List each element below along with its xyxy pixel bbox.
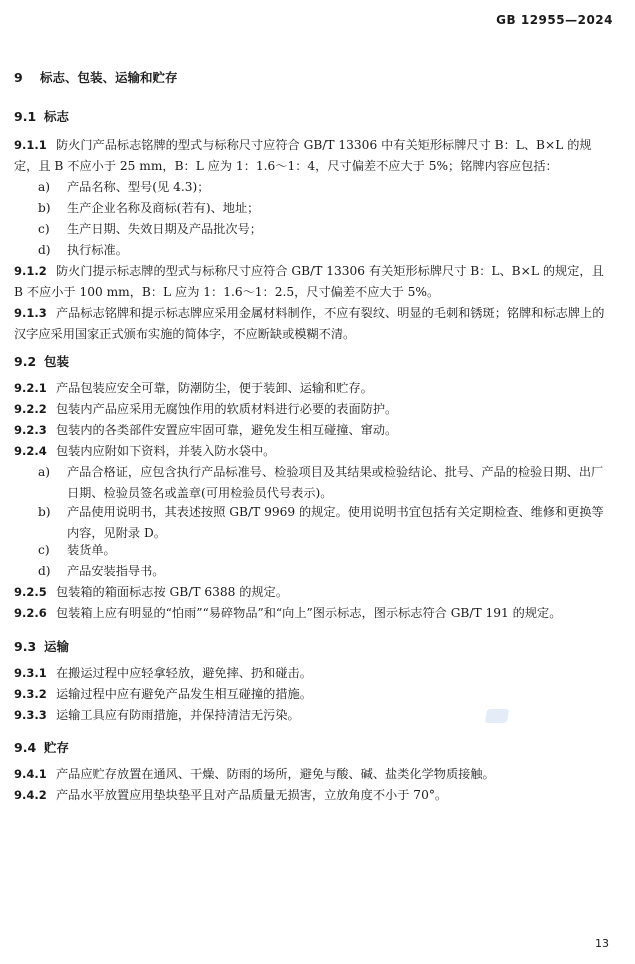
clause-9-2-3: [14, 420, 615, 441]
list-marker: b): [38, 201, 51, 215]
clause-number: 9.3.3: [14, 708, 47, 722]
subsection-heading-9-1: [14, 107, 69, 125]
clause-number: 9.2.5: [14, 585, 47, 599]
clause-number: 9.1.2: [14, 264, 47, 278]
subsection-number: 9.1: [14, 109, 37, 124]
clause-9-3-3: [14, 705, 615, 726]
subsection-title: 贮存: [44, 740, 70, 755]
clause-9-1-3: [14, 303, 615, 345]
clause-text: 产品水平放置应用垫块垫平且对产品质量无损害，立放角度不小于 70°。: [56, 788, 448, 802]
clause-text: 包装内产品应采用无腐蚀作用的软质材料进行必要的表面防护。: [56, 402, 398, 416]
subsection-number: 9.2: [14, 354, 37, 369]
clause-9-2-2: [14, 399, 615, 420]
clause-text: 产品应贮存放置在通风、干燥、防雨的场所，避免与酸、碱、盐类化学物质接触。: [56, 767, 495, 781]
list-marker: b): [38, 505, 51, 519]
clause-9-2-6: [14, 603, 615, 624]
clause-number: 9.2.1: [14, 381, 47, 395]
subsection-heading-9-4: [14, 738, 69, 756]
section-title: 标志、包装、运输和贮存: [40, 70, 178, 85]
list-marker: a): [38, 180, 51, 194]
list-marker: c): [38, 222, 50, 236]
clause-text: 包装箱上应有明显的“怕雨”“易碎物品”和“向上”图示标志，图示标志符合 GB/T 191 的规定。: [56, 606, 562, 620]
clause-9-3-2: [14, 684, 615, 705]
list-item-text: 装货单。: [67, 543, 116, 557]
clause-text: 产品标志铭牌和提示标志牌应采用金属材料制作，不应有裂纹、明显的毛刺和锈斑；铭牌和标志牌上的汉字应采用国家正式颁布实施的简体字，不应断缺或模糊不清。: [14, 306, 605, 341]
list-item: [38, 561, 615, 582]
clause-number: 9.1.3: [14, 306, 47, 320]
subsection-title: 运输: [44, 639, 70, 654]
list-marker: d): [38, 243, 51, 257]
watermark-logo-icon: [485, 709, 509, 723]
list-item: [38, 177, 615, 198]
list-item-text: 产品安装指导书。: [67, 564, 165, 578]
clause-9-1-1: [14, 135, 615, 177]
clause-9-2-5: [14, 582, 615, 603]
page-number: 13: [595, 937, 609, 950]
list-item: [38, 502, 615, 544]
clause-text: 运输过程中应有避免产品发生相互碰撞的措施。: [56, 687, 312, 701]
clause-text: 在搬运过程中应轻拿轻放，避免摔、扔和碰击。: [56, 666, 312, 680]
standard-code: GB 12955—2024: [496, 13, 613, 27]
subsection-heading-9-2: [14, 352, 69, 370]
clause-number: 9.4.2: [14, 788, 47, 802]
clause-9-2-1: [14, 378, 615, 399]
section-number: 9: [14, 70, 23, 85]
list-marker: c): [38, 543, 50, 557]
subsection-title: 包装: [44, 354, 70, 369]
clause-9-4-2: [14, 785, 615, 806]
list-item-text: 执行标准。: [67, 243, 128, 257]
subsection-number: 9.3: [14, 639, 37, 654]
clause-9-3-1: [14, 663, 615, 684]
clause-text: 防火门产品标志铭牌的型式与标称尺寸应符合 GB/T 13306 中有关矩形标牌尺寸 B：L、B×L 的规定，且 B 不应小于 25 mm，B：L 应为 1：1.6～1：4，尺寸偏差不应大于 5%；铭牌内容应包括：: [14, 138, 592, 173]
list-item: [38, 198, 615, 219]
clause-text: 包装内的各类部件安置应牢固可靠，避免发生相互碰撞、窜动。: [56, 423, 398, 437]
clause-text: 运输工具应有防雨措施，并保持清洁无污染。: [56, 708, 300, 722]
clause-9-2-4: [14, 441, 615, 462]
clause-text: 产品包装应安全可靠，防潮防尘，便于装卸、运输和贮存。: [56, 381, 373, 395]
section-heading-9: [14, 68, 178, 86]
clause-text: 防火门提示标志牌的型式与标称尺寸应符合 GB/T 13306 有关矩形标牌尺寸 B：L、B×L 的规定，且 B 不应小于 100 mm，B：L 应为 1：1.6～1：2.5，尺寸偏差不应大于 5%。: [14, 264, 604, 299]
list-item-text: 生产日期、失效日期及产品批次号；: [67, 222, 262, 236]
list-marker: d): [38, 564, 51, 578]
clause-number: 9.4.1: [14, 767, 47, 781]
subsection-title: 标志: [44, 109, 70, 124]
clause-number: 9.3.1: [14, 666, 47, 680]
clause-number: 9.3.2: [14, 687, 47, 701]
clause-text: 包装内应附如下资料，并装入防水袋中。: [56, 444, 276, 458]
subsection-number: 9.4: [14, 740, 37, 755]
clause-number: 9.2.6: [14, 606, 47, 620]
clause-number: 9.2.2: [14, 402, 47, 416]
clause-text: 包装箱的箱面标志按 GB/T 6388 的规定。: [56, 585, 289, 599]
list-item: [38, 240, 615, 261]
list-item: [38, 540, 615, 561]
clause-number: 9.1.1: [14, 138, 47, 152]
clause-9-4-1: [14, 764, 615, 785]
subsection-heading-9-3: [14, 637, 69, 655]
list-marker: a): [38, 465, 51, 479]
list-item-text: 产品合格证，应包含执行产品标准号、检验项目及其结果或检验结论、批号、产品的检验日期、出厂日期、检验员签名或盖章(可用检验员代号表示)。: [67, 465, 604, 500]
clause-number: 9.2.3: [14, 423, 47, 437]
list-item-text: 生产企业名称及商标(若有)、地址；: [67, 201, 260, 215]
list-item-text: 产品名称、型号(见 4.3)；: [67, 180, 210, 194]
clause-number: 9.2.4: [14, 444, 47, 458]
list-item: [38, 219, 615, 240]
list-item: [38, 462, 615, 504]
list-item-text: 产品使用说明书，其表述按照 GB/T 9969 的规定。使用说明书宜包括有关定期检查、维修和更换等内容，见附录 D。: [67, 505, 604, 540]
clause-9-1-2: [14, 261, 615, 303]
